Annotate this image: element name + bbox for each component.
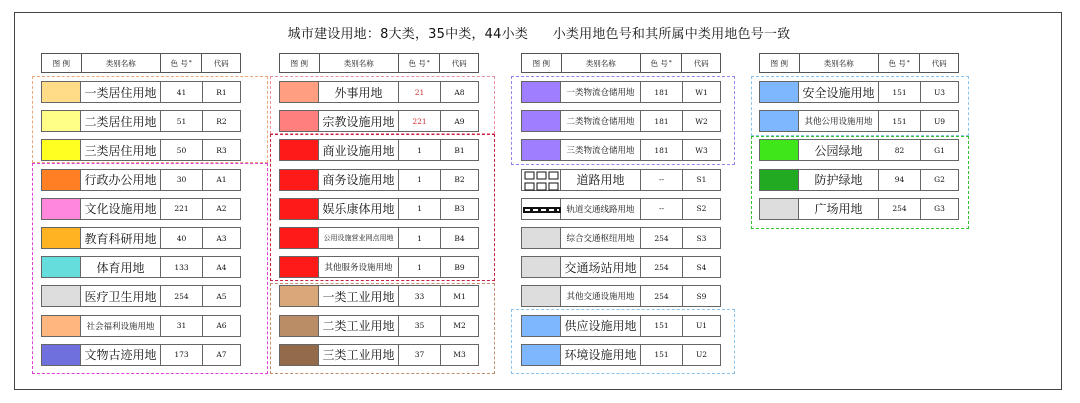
land-use-name: 行政办公用地 xyxy=(81,169,161,191)
table-row xyxy=(41,110,241,132)
header-name: 类别名称 xyxy=(800,54,879,72)
land-use-code: A5 xyxy=(203,285,241,307)
land-use-code: B1 xyxy=(441,139,479,161)
color-number: 151 xyxy=(641,344,683,366)
table-row xyxy=(279,110,479,132)
table-row xyxy=(41,285,241,307)
color-swatch xyxy=(759,81,799,103)
land-use-name: 一类居住用地 xyxy=(81,81,161,103)
color-number: 254 xyxy=(161,285,203,307)
land-use-code: W3 xyxy=(683,139,721,161)
land-use-code: B9 xyxy=(441,256,479,278)
land-use-code: A1 xyxy=(203,169,241,191)
land-use-code: M3 xyxy=(441,344,479,366)
color-number: 151 xyxy=(879,81,921,103)
land-use-name: 广场用地 xyxy=(799,198,879,220)
color-swatch xyxy=(279,315,319,337)
land-use-name: 医疗卫生用地 xyxy=(81,285,161,307)
table-row xyxy=(41,344,241,366)
table-row xyxy=(521,110,721,132)
road-pattern-icon xyxy=(522,170,562,192)
color-swatch xyxy=(521,256,561,278)
land-use-code: S1 xyxy=(683,169,721,191)
color-swatch xyxy=(41,285,81,307)
land-use-name: 安全设施用地 xyxy=(799,81,879,103)
color-number: 181 xyxy=(641,110,683,132)
land-use-code: S9 xyxy=(683,285,721,307)
color-number: 37 xyxy=(399,344,441,366)
color-number: 35 xyxy=(399,315,441,337)
header-color: 色 号 * xyxy=(641,54,683,72)
land-use-code: A8 xyxy=(441,81,479,103)
land-use-name: 宗教设施用地 xyxy=(319,110,399,132)
color-swatch xyxy=(521,110,561,132)
color-number: 21 xyxy=(399,81,441,103)
color-swatch xyxy=(41,198,81,220)
land-use-code: R3 xyxy=(203,139,241,161)
table-row xyxy=(759,110,959,132)
land-use-name: 公用设施营业网点用地 xyxy=(319,227,399,249)
land-use-name: 社会福利设施用地 xyxy=(81,315,161,337)
color-number: 173 xyxy=(161,344,203,366)
title-note: 小类用地色号和其所属中类用地色号一致 xyxy=(552,27,791,42)
table-row xyxy=(521,285,721,307)
table-row xyxy=(759,81,959,103)
land-use-code: R2 xyxy=(203,110,241,132)
land-use-name: 娱乐康体用地 xyxy=(319,198,399,220)
table-row xyxy=(41,169,241,191)
color-number: 1 xyxy=(399,139,441,161)
land-use-code: U1 xyxy=(683,315,721,337)
land-use-code: A6 xyxy=(203,315,241,337)
land-use-code: U3 xyxy=(921,81,959,103)
color-number: 1 xyxy=(399,169,441,191)
land-use-name: 三类居住用地 xyxy=(81,139,161,161)
table-row xyxy=(521,315,721,337)
color-swatch xyxy=(279,256,319,278)
color-number: 181 xyxy=(641,81,683,103)
color-swatch xyxy=(279,198,319,220)
land-use-name: 环境设施用地 xyxy=(561,344,641,366)
color-swatch xyxy=(41,139,81,161)
land-use-name: 其他公用设施用地 xyxy=(799,110,879,132)
color-number: -- xyxy=(641,169,683,191)
land-use-code: W1 xyxy=(683,81,721,103)
land-use-name: 二类物流仓储用地 xyxy=(561,110,641,132)
color-swatch xyxy=(41,344,81,366)
color-swatch xyxy=(521,198,561,220)
header-legend: 图 例 xyxy=(42,54,82,72)
land-use-name: 三类物流仓储用地 xyxy=(561,139,641,161)
color-swatch xyxy=(759,110,799,132)
color-swatch xyxy=(759,198,799,220)
land-use-code: G2 xyxy=(921,169,959,191)
color-number: 151 xyxy=(879,110,921,132)
header-legend: 图 例 xyxy=(280,54,320,72)
land-use-code: A4 xyxy=(203,256,241,278)
color-swatch xyxy=(759,169,799,191)
header-code: 代码 xyxy=(213,58,229,68)
color-swatch xyxy=(279,285,319,307)
table-row xyxy=(41,198,241,220)
color-number: 151 xyxy=(641,315,683,337)
table-row xyxy=(41,256,241,278)
color-number: -- xyxy=(641,198,683,220)
land-use-code: A9 xyxy=(441,110,479,132)
table-row xyxy=(759,139,959,161)
land-use-name: 其他服务设施用地 xyxy=(319,256,399,278)
color-swatch xyxy=(279,110,319,132)
color-number: 181 xyxy=(641,139,683,161)
color-swatch xyxy=(41,315,81,337)
land-use-name: 体育用地 xyxy=(81,256,161,278)
land-use-code: U9 xyxy=(921,110,959,132)
land-use-name: 道路用地 xyxy=(561,169,641,191)
color-number: 31 xyxy=(161,315,203,337)
land-use-code: G1 xyxy=(921,139,959,161)
color-swatch xyxy=(279,227,319,249)
color-number: 1 xyxy=(399,256,441,278)
color-number: 50 xyxy=(161,139,203,161)
color-swatch xyxy=(279,344,319,366)
table-row xyxy=(521,81,721,103)
land-use-name: 公园绿地 xyxy=(799,139,879,161)
table-row xyxy=(41,139,241,161)
color-swatch xyxy=(279,81,319,103)
header-color: 色 号 * xyxy=(399,54,441,72)
table-row xyxy=(279,81,479,103)
color-number: 51 xyxy=(161,110,203,132)
table-row xyxy=(279,227,479,249)
header-code: 代码 xyxy=(451,58,467,68)
land-use-name: 供应设施用地 xyxy=(561,315,641,337)
color-number: 254 xyxy=(641,285,683,307)
table-row xyxy=(279,344,479,366)
header-code: 代码 xyxy=(693,58,709,68)
color-number: 254 xyxy=(641,256,683,278)
land-use-code: B2 xyxy=(441,169,479,191)
table-row xyxy=(759,169,959,191)
table-header xyxy=(279,53,479,73)
header-legend: 图 例 xyxy=(760,54,800,72)
header-name: 类别名称 xyxy=(82,54,161,72)
color-number: 1 xyxy=(399,198,441,220)
color-swatch xyxy=(41,110,81,132)
header-color: 色 号 * xyxy=(161,54,203,72)
table-row xyxy=(279,315,479,337)
color-swatch xyxy=(41,81,81,103)
land-use-code: M1 xyxy=(441,285,479,307)
color-swatch xyxy=(279,169,319,191)
color-number: 30 xyxy=(161,169,203,191)
land-use-code: A2 xyxy=(203,198,241,220)
color-swatch xyxy=(521,315,561,337)
table-row xyxy=(41,227,241,249)
land-use-name: 文化设施用地 xyxy=(81,198,161,220)
color-swatch xyxy=(521,169,561,191)
land-use-code: M2 xyxy=(441,315,479,337)
table-row xyxy=(521,169,721,191)
land-use-name: 三类工业用地 xyxy=(319,344,399,366)
land-use-code: U2 xyxy=(683,344,721,366)
color-swatch xyxy=(41,227,81,249)
land-use-name: 轨道交通线路用地 xyxy=(561,198,641,220)
land-use-code: S4 xyxy=(683,256,721,278)
land-use-code: B4 xyxy=(441,227,479,249)
land-use-code: R1 xyxy=(203,81,241,103)
land-use-code: S3 xyxy=(683,227,721,249)
land-use-code: W2 xyxy=(683,110,721,132)
land-use-name: 商务设施用地 xyxy=(319,169,399,191)
color-number: 40 xyxy=(161,227,203,249)
land-use-name: 商业设施用地 xyxy=(319,139,399,161)
header-legend: 图 例 xyxy=(522,54,562,72)
land-use-code: B3 xyxy=(441,198,479,220)
color-swatch xyxy=(521,81,561,103)
table-row xyxy=(279,256,479,278)
color-swatch xyxy=(759,139,799,161)
land-use-name: 外事用地 xyxy=(319,81,399,103)
header-name: 类别名称 xyxy=(320,54,399,72)
color-swatch xyxy=(41,169,81,191)
header-code: 代码 xyxy=(931,58,947,68)
color-number: 133 xyxy=(161,256,203,278)
color-swatch xyxy=(521,285,561,307)
land-use-name: 一类物流仓储用地 xyxy=(561,81,641,103)
table-row xyxy=(41,315,241,337)
land-use-code: G3 xyxy=(921,198,959,220)
land-use-name: 二类工业用地 xyxy=(319,315,399,337)
table-row xyxy=(279,139,479,161)
legend-frame xyxy=(14,12,1062,390)
title-main: 城市建设用地：8大类，35中类，44小类 xyxy=(287,27,529,42)
color-number: 94 xyxy=(879,169,921,191)
land-use-name: 教育科研用地 xyxy=(81,227,161,249)
land-use-name: 一类工业用地 xyxy=(319,285,399,307)
color-number: 41 xyxy=(161,81,203,103)
color-swatch xyxy=(279,139,319,161)
color-number: 254 xyxy=(879,198,921,220)
table-row xyxy=(279,169,479,191)
land-use-code: A7 xyxy=(203,344,241,366)
table-header xyxy=(41,53,241,73)
color-number: 221 xyxy=(161,198,203,220)
page-title xyxy=(15,23,1063,42)
table-row xyxy=(521,198,721,220)
land-use-name: 交通场站用地 xyxy=(561,256,641,278)
table-row xyxy=(521,139,721,161)
land-use-name: 其他交通设施用地 xyxy=(561,285,641,307)
color-swatch xyxy=(521,139,561,161)
color-number: 82 xyxy=(879,139,921,161)
color-swatch xyxy=(41,256,81,278)
color-swatch xyxy=(521,227,561,249)
color-number: 33 xyxy=(399,285,441,307)
land-use-code: S2 xyxy=(683,198,721,220)
table-row xyxy=(279,285,479,307)
header-name: 类别名称 xyxy=(562,54,641,72)
table-header xyxy=(521,53,721,73)
color-number: 221 xyxy=(399,110,441,132)
color-swatch xyxy=(521,344,561,366)
table-row xyxy=(521,344,721,366)
table-row xyxy=(521,256,721,278)
land-use-code: A3 xyxy=(203,227,241,249)
land-use-name: 防护绿地 xyxy=(799,169,879,191)
color-number: 1 xyxy=(399,227,441,249)
rail-pattern-icon xyxy=(522,199,562,221)
table-row xyxy=(279,198,479,220)
header-color: 色 号 * xyxy=(879,54,921,72)
table-row xyxy=(759,198,959,220)
table-header xyxy=(759,53,959,73)
table-row xyxy=(41,81,241,103)
land-use-name: 综合交通枢纽用地 xyxy=(561,227,641,249)
table-row xyxy=(521,227,721,249)
land-use-name: 二类居住用地 xyxy=(81,110,161,132)
color-number: 254 xyxy=(641,227,683,249)
land-use-name: 文物古迹用地 xyxy=(81,344,161,366)
